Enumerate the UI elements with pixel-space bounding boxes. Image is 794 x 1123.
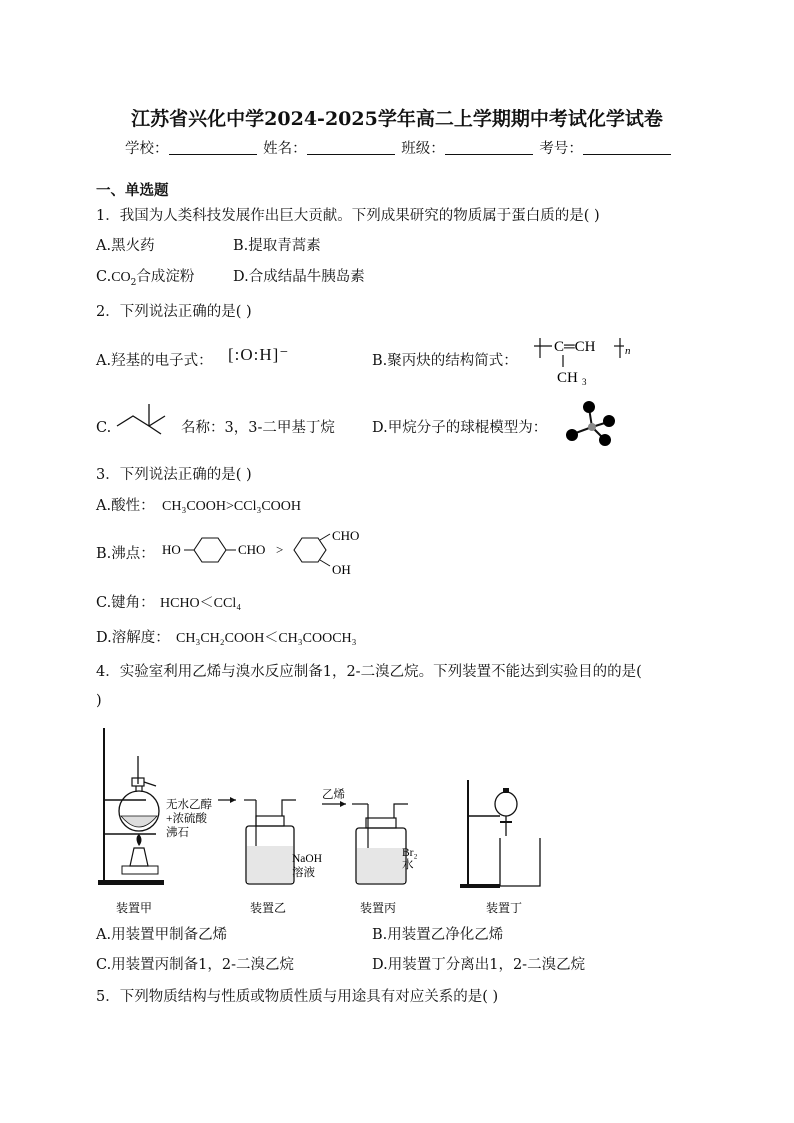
q4-option-d: D.用装置丁分离出1，2-二溴乙烷 — [372, 957, 586, 973]
class-blank[interactable] — [445, 140, 533, 155]
lamp-flame — [137, 834, 142, 846]
name-blank[interactable] — [307, 140, 395, 155]
q1-stem: 1．我国为人类科技发展作出巨大贡献。下列成果研究的物质属于蛋白质的是( ) — [96, 208, 600, 224]
lamp-stand — [122, 866, 158, 874]
carbon-atom — [588, 423, 596, 431]
stopper-c — [366, 818, 396, 828]
para-cho: CHO — [238, 542, 266, 557]
skeletal-formula — [113, 398, 181, 438]
school-label: 学校： — [125, 141, 169, 157]
q2-option-d: D.甲烷分子的球棍模型为： — [372, 420, 548, 436]
methane-ball-stick-model — [562, 400, 618, 446]
label-water: 水 — [402, 859, 414, 871]
page-title: 江苏省兴化中学2024-2025学年高二上学期期中考试化学试卷 — [131, 108, 663, 130]
label-solution: 溶液 — [292, 867, 315, 879]
side-arm — [144, 782, 156, 786]
reagent-ethanol: 无水乙醇 — [166, 799, 212, 811]
polypropyne-methyl: CH — [557, 370, 578, 386]
caption-apparatus-d: 装置丁 — [486, 901, 523, 915]
hydrogen-atom-1 — [583, 401, 595, 413]
apparatus-figure — [96, 716, 566, 920]
caption-apparatus-c: 装置丙 — [360, 901, 397, 915]
class-label: 班级： — [401, 141, 445, 157]
para-benzene-ring — [194, 538, 226, 562]
q1-option-c-prefix: C. — [96, 269, 112, 285]
q4-option-a: A.用装置甲制备乙烯 — [96, 927, 228, 943]
hydrogen-atom-2 — [566, 429, 578, 441]
q4-option-c: C.用装置丙制备1，2-二溴乙烷 — [96, 957, 295, 973]
stopper-b — [256, 816, 284, 826]
flask-liquid — [121, 816, 157, 827]
q3-option-a-formula: CH₃COOH>CCl₃COOH — [162, 499, 302, 514]
bromine-water — [357, 848, 405, 883]
section-heading: 一、单选题 — [96, 182, 169, 199]
q1-option-b: B.提取青蒿素 — [233, 238, 321, 254]
apparatus-a — [98, 728, 212, 915]
label-br2: Br₂ — [402, 847, 418, 859]
label-naoh: NaOH — [292, 853, 323, 865]
stand-base-d — [460, 884, 500, 888]
q2-option-c: C. — [96, 420, 112, 436]
q3-option-b: B.沸点： — [96, 546, 155, 562]
separatory-funnel — [495, 792, 517, 816]
q3-option-d: D.溶解度： — [96, 630, 170, 646]
q1-option-c-suffix: 合成淀粉 — [136, 269, 195, 285]
ortho-benzene-ring — [294, 538, 326, 562]
reagent-boiling-chips: 沸石 — [166, 827, 189, 839]
caption-apparatus-b: 装置乙 — [250, 901, 287, 915]
naoh-solution — [247, 846, 293, 883]
label-ethene: 乙烯 — [322, 789, 345, 801]
hydrogen-atom-3 — [603, 415, 615, 427]
q2-option-b: B.聚丙炔的结构简式： — [372, 353, 518, 369]
alcohol-lamp — [130, 848, 148, 866]
reagent-h2so4: +浓硫酸 — [166, 813, 207, 825]
greater-than: > — [276, 542, 284, 557]
examno-blank[interactable] — [583, 140, 671, 155]
stand-base-a — [98, 880, 164, 885]
school-blank[interactable] — [169, 140, 257, 155]
apparatus-c — [322, 787, 418, 915]
apparatus-d — [460, 780, 540, 915]
student-info-line — [125, 137, 673, 158]
polypropyne-main: C═CH — [554, 339, 596, 355]
q1-option-a: A.黑火药 — [96, 238, 155, 254]
apparatus-b — [218, 797, 322, 915]
q3-stem: 3．下列说法正确的是( ) — [96, 467, 252, 483]
examno-label: 考号： — [539, 141, 583, 157]
hydrogen-atom-4 — [599, 434, 611, 446]
q1-option-c — [96, 268, 194, 292]
q2-hydroxyl-formula: [:O:H]⁻ — [228, 345, 290, 364]
q4-stem-cont: ) — [96, 693, 102, 709]
beaker — [500, 838, 540, 886]
q4-stem: 4．实验室利用乙烯与溴水反应制备1，2-二溴乙烷。下列装置不能达到实验目的的是( — [96, 664, 642, 680]
outlet-tube-b — [282, 800, 296, 816]
polypropyne-methyl-sub: 3 — [582, 377, 587, 387]
ortho-cho: CHO — [332, 528, 360, 543]
methyl-branch-2 — [149, 426, 161, 434]
q3-option-c: C.键角： — [96, 595, 155, 611]
ortho-bond-cho — [320, 534, 330, 540]
arrowhead-c — [340, 801, 346, 807]
caption-apparatus-a: 装置甲 — [116, 901, 153, 915]
q1-option-c-formula: CO — [111, 270, 131, 285]
name-label: 姓名： — [263, 141, 307, 157]
q2-stem: 2．下列说法正确的是( ) — [96, 304, 252, 320]
outlet-tube-c — [394, 804, 408, 818]
q1-option-d: D.合成结晶牛胰岛素 — [233, 269, 365, 285]
ortho-oh: OH — [332, 562, 351, 577]
q3-option-c-formula: HCHO＜CCl₄ — [160, 596, 242, 611]
polypropyne-structure — [532, 334, 642, 388]
q2-option-a: A.羟基的电子式： — [96, 353, 213, 369]
q5-stem: 5．下列物质结构与性质或物质性质与用途具有对应关系的是( ) — [96, 989, 499, 1005]
q4-option-b: B.用装置乙净化乙烯 — [372, 927, 504, 943]
arrowhead-b — [230, 797, 236, 803]
q2-option-c-name: 名称：3，3-二甲基丁烷 — [181, 420, 335, 436]
q1-option-c-sub: 2 — [130, 277, 137, 288]
q3-option-d-formula: CH₃CH₂COOH＜CH₃COOCH₃ — [176, 631, 357, 646]
q3-option-a: A.酸性： — [96, 498, 155, 514]
carbon-chain — [117, 416, 165, 426]
polypropyne-n: n — [625, 345, 631, 357]
para-ho: HO — [162, 542, 181, 557]
hydroxybenzaldehyde-comparison — [160, 526, 370, 578]
ortho-bond-oh — [320, 560, 330, 566]
funnel-stopper — [503, 788, 509, 793]
